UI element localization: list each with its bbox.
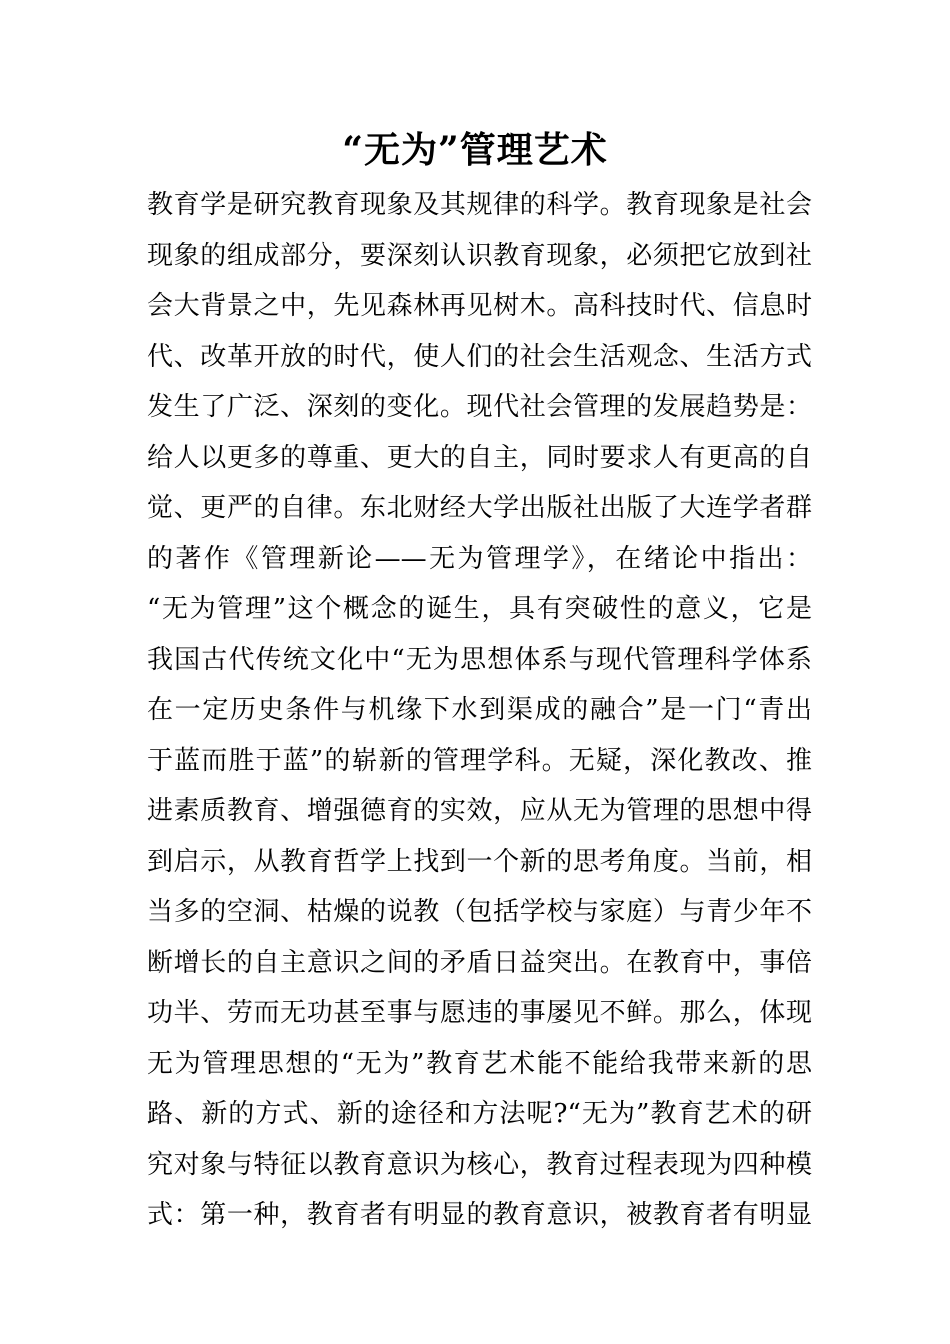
document-body (147, 180, 812, 1241)
body-line: 我国古代传统文化中“无为思想体系与现代管理科学体系 (147, 644, 812, 675)
body-line: 教育学是研究教育现象及其规律的科学。教育现象是社会 (147, 190, 812, 220)
body-line: 在一定历史条件与机缘下水到渠成的融合”是一门“青出 (147, 695, 812, 725)
body-line: 当多的空洞、枯燥的说教（包括学校与家庭）与青少年不 (147, 897, 812, 927)
body-line: 路、新的方式、新的途径和方法呢?“无为”教育艺术的研 (147, 1099, 812, 1129)
body-line: 给人以更多的尊重、更大的自主，同时要求人有更高的自 (147, 442, 812, 473)
body-line: 现象的组成部分，要深刻认识教育现象，必须把它放到社 (147, 240, 812, 271)
body-line: 会大背景之中，先见森林再见树木。高科技时代、信息时 (147, 291, 812, 321)
body-line: 于蓝而胜于蓝”的崭新的管理学科。无疑，深化教改、推 (147, 745, 812, 776)
body-line: 到启示，从教育哲学上找到一个新的思考角度。当前，相 (147, 846, 812, 877)
body-line: 无为管理思想的“无为”教育艺术能不能给我带来新的思 (147, 1048, 812, 1079)
body-line: 功半、劳而无功甚至事与愿违的事屡见不鲜。那么，体现 (147, 998, 812, 1028)
body-line: 式：第一种，教育者有明显的教育意识，被教育者有明显 (147, 1200, 812, 1230)
body-line: 断增长的自主意识之间的矛盾日益突出。在教育中，事倍 (147, 947, 812, 978)
body-line: 觉、更严的自律。东北财经大学出版社出版了大连学者群 (147, 493, 812, 523)
body-line: 究对象与特征以教育意识为核心，教育过程表现为四种模 (147, 1149, 812, 1180)
body-line: “无为管理”这个概念的诞生，具有突破性的意义，它是 (147, 594, 812, 624)
body-line: 发生了广泛、深刻的变化。现代社会管理的发展趋势是： (147, 392, 812, 422)
body-line: 代、改革开放的时代，使人们的社会生活观念、生活方式 (147, 341, 812, 372)
body-line: 的著作《管理新论——无为管理学》，在绪论中指出： (147, 543, 812, 574)
document-title: “无为”管理艺术 (342, 129, 608, 171)
body-line: 进素质教育、增强德育的实效，应从无为管理的思想中得 (147, 796, 812, 826)
